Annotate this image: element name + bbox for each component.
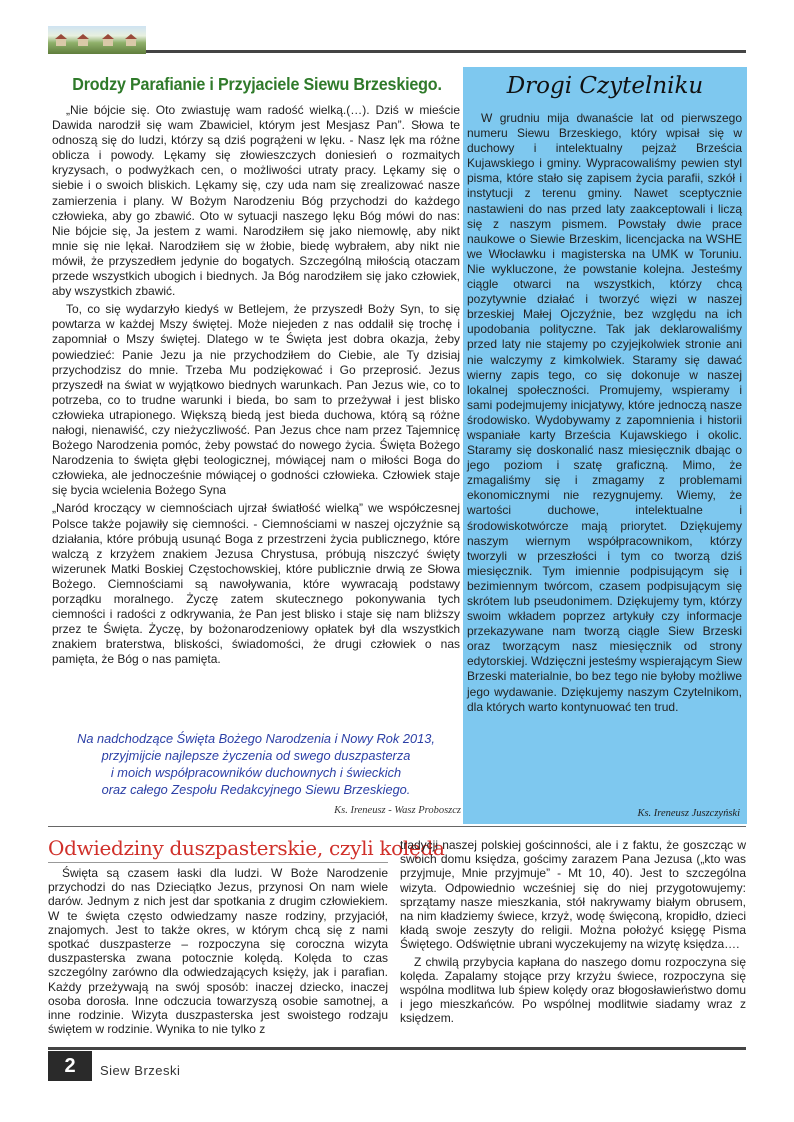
article-body: [52, 103, 460, 670]
wishes-line: i moich współpracowników duchownych i świeckich: [110, 765, 402, 780]
article-paragraph: „Naród kroczący w ciemnościach ujrzał światłość wielką” we współczesnej Polsce także pojawiły się ciemności. - Ciemnościami w naszej ojczyźnie są działania, które próbują usunąć Boga z przestrzeni życia publicznego, które walczą z krzyżem znakiem Jezusa Chrystusa, próbują niszczyć święty wizerunek Matki Boskiej Częstochowskiej, które publicznie drwią ze Słowa Bożego. Ciemnościami są nawoływania, które wywracają podstawy porządku moralnego. Życzę zatem skutecznego pokonywania tych ciemności i radości z odkrywania, że Pan jest blisko i staje się nam bliższy przez te Święta. Życzę, by bożonarodzeniowy opłatek był dla wszystkich znakiem braterstwa, bliskości, świadomości, że drugi człowiek o nas pamięta, że Bóg o nas pamięta.: [52, 501, 460, 667]
page-number: 2: [48, 1051, 92, 1081]
wishes-line: Na nadchodzące Święta Bożego Narodzenia i Nowy Rok 2013,: [77, 731, 435, 746]
reader-letter-title: Drogi Czytelniku: [506, 73, 704, 99]
footer-rule: [48, 1047, 746, 1050]
kolęda-title: Odwiedziny duszpasterskie, czyli kolęda: [48, 836, 445, 860]
kolęda-paragraph: Z chwilą przybycia kapłana do naszego domu rozpoczyna się kolęda. Zapalamy stojące przy krzyżu świece, rozpoczyna się wspólna modlitwa lub śpiew kolędy oraz błogosławieństwo domu i jego mieszkańców. Po wspólnej modlitwie siadamy wraz z księdzem.: [400, 954, 746, 1026]
header-rule: [146, 50, 746, 53]
title-underline: [48, 862, 388, 863]
reader-letter-signature: Ks. Ireneusz Juszczyński: [637, 808, 740, 819]
wishes-line: przyjmijcie najlepsze życzenia od swego duszpasterza: [101, 748, 411, 763]
wishes-line: oraz całego Zespołu Redakcyjnego Siewu Brzeskiego.: [101, 782, 411, 797]
article-paragraph: „Nie bójcie się. Oto zwiastuję wam radość wielką.(…). Dziś w mieście Dawida narodził się wam Zbawiciel, którym jest Mesjasz Pan”. Słowa te odnoszą się do ludzi, którzy są dziś pogrążeni w lęku. - Nasz lęk ma różne oblicza i powody. Lękamy się złowieszczych doniesień o rozmaitych kryzysach, o podwyżkach cen, o możliwości utraty pracy. Lękamy się o siebie i o swoich bliskich. Lękamy się, czy uda nam się zrealizować nasze zamierzenia i plany. W Bożym Narodzeniu Bóg przychodzi do każdego człowieka, aby go zbawić. Oto w sytuacji naszego lęku Bóg mówi do nas: Nie bójcie się, Ja jestem z wami. Narodziłem się jako niemowlę, aby nikt mnie się nie lękał. Narodziłem się w żłobie, biedę wybrałem, aby nikt nie mówił, że przyszedłem jedynie do bogatych. Szczególną miłością otaczam przede wszystkich ubogich i biednych. Ja Bóg narodziłem się jako człowiek, aby wszystkich zbawić.: [52, 103, 460, 299]
magazine-name: Siew Brzeski: [100, 1063, 181, 1078]
kolęda-paragraph: tradycji naszej polskiej gościnności, ale i z faktu, że goszcząc w swoich domu księdza, gościmy zarazem Pana Jezusa („kto was przyjmuje, Mnie przyjmuje” - Mt 10, 40). Jest to szczególna wizyta. Odpowiednio wcześniej się do niej przygotowujemy: sprzątamy nasze mieszkania, stół nakrywamy białym obrusem, na nim kładziemy świece, krzyż, wodę święconą, kropidło, dzieci kładą swoje zeszyty do religii. Można położyć księgę Pisma Świętego. Odświętnie ubrani wyczekujemy na wizytę księdza….: [400, 838, 746, 952]
reader-letter-paragraph: W grudniu mija dwanaście lat od pierwszego numeru Siewu Brzeskiego, który wpisał się w duchowy i intelektualny pejzaż Brześcia Kujawskiego i gminy. Wypracowaliśmy pewien styl pisma, które stało się zapisem życia parafii, szkół i instytucji z terenu gminy. Nawet sceptycznie nastawieni do nas przed laty zaakceptowali i liczą się z naszym pismem. Powstały dwie prace naukowe o Siewie Brzeskim, licencjacka na WSHE we Włocławku i magisterska na UMK w Toruniu. Nie wykluczone, że powstanie kolejna. Jesteśmy ciągle otwarci na wszystkich, którzy chcą pozytywnie działać i tworzyć więzi w naszej brzeskiej Małej Ojczyźnie, bez względu na ich upodobania polityczne. Tak jak deklarowaliśmy przed laty nie stajemy po czyjejkolwiek stronie ani nie walczymy z kimkolwiek. Staramy się dawać wierny zapis tego, co się dokonuje w naszej lokalnej społeczności. Promujemy, wspieramy i sami podejmujemy inicjatywy, które jednoczą nasze środowisko. Wydobywamy z zapomnienia i historii wspaniałe karty Brześcia Kujawskiego i okolic. Staramy się doskonalić nasz miesięcznik dbając o jego poziom i szatę graficzną. Mimo, że zmagaliśmy się i zmagamy z problemami ekonomicznymi nie rezygnujemy. Wiemy, że wartości duchowe, intelektualne i środowiskotwórcze mają priorytet. Dziękujemy naszym wiernym współpracownikom, którzy tworzyli w przeszłości i tym co tworzą dziś miesięcznik. Tym imiennie podpisującym się i bezimiennym twórcom, czasem podpisującym się skrótem lub pseudonimem. Dziękujemy tym, którzy swoim wkładem poprzez artykuły czy informacje przekazywane nam tworzą ciągle Siew Brzeski oraz tworzącym nasz miesięcznik od strony edytorskiej. Wdzięczni jesteśmy wspierającym Siew Brzeski materialnie, bo bez tego nie byłoby możliwe jego wydawanie. Dziękujemy naszym Czytelnikom, dla których warto kontynuować ten trud.: [467, 111, 742, 714]
reader-letter-body: [467, 111, 742, 718]
kolęda-body-left: [48, 866, 388, 1039]
masthead-photo: [48, 26, 146, 54]
kolęda-paragraph: Święta są czasem łaski dla ludzi. W Boże Narodzenie przychodzi do nas Dzieciątko Jezus, przynosi On nam wiele darów. Jednym z nich jest dar spotkania z drugim człowiekiem. W te święta często odwiedzamy nasze rodziny, przyjaciół, znajomych. Jest to także okres, w którym chcą się z nami spotkać duszpasterze – rozpoczyna się coroczna wizyta duszpasterska zwana potocznie kolędą. Kolęda to czas szczególny zarówno dla odwiedzających księży, jak i parafian. Każdy przeżywają na swój sposób: inaczej dziecko, inaczej osoba dorosła. Inne odczucia towarzyszą osobie samotnej, a inne rodzinie. Wizyta duszpasterska jest swoistego rodzaju świętem w rodzinie. Wynika to nie tylko z: [48, 866, 388, 1037]
article-signature: Ks. Ireneusz - Wasz Proboszcz: [334, 805, 461, 816]
kolęda-body-right: [400, 838, 746, 1029]
christmas-wishes: [52, 730, 460, 798]
section-divider: [48, 826, 746, 827]
article-paragraph: To, co się wydarzyło kiedyś w Betlejem, że przyszedł Boży Syn, to się powtarza w każdej Mszy świętej. Może niejeden z nas oddalił się trochę i zapomniał o Mszy świętej. Dlatego w te Święta jest dobra okazja, żeby powiedzieć: Panie Jezu ja nie przychodziłem do Ciebie, ale Ty dzisiaj przychodzisz do mnie. Trzeba Mu podziękować i Go przeprosić. Jezus przyszedł na świat w wyjątkowo biednych warunkach. Pan Jezus wie, co to potrzeba, co to trudne warunki i bieda, bo sam to przeżywał i jest blisko człowieka utrapionego. Większą biedą jest bieda duchowa, którą są różne nałogi, nienawiść, czy nieżyczliwość. Pan Jezus chce nam przez Tajemnicę Bożego Narodzenia pomóc, żeby powstać do nowego życia. Święta Bożego Narodzenia to święta głębi teologicznej, mówiącej nam o miłości Boga do człowieka, ale jednocześnie mówiącej o godności człowieka. Człowiek staje się bycia wcielenia Bożego Syna: [52, 302, 460, 498]
article-title: Drodzy Parafianie i Przyjaciele Siewu Brzeskiego.: [72, 74, 442, 94]
